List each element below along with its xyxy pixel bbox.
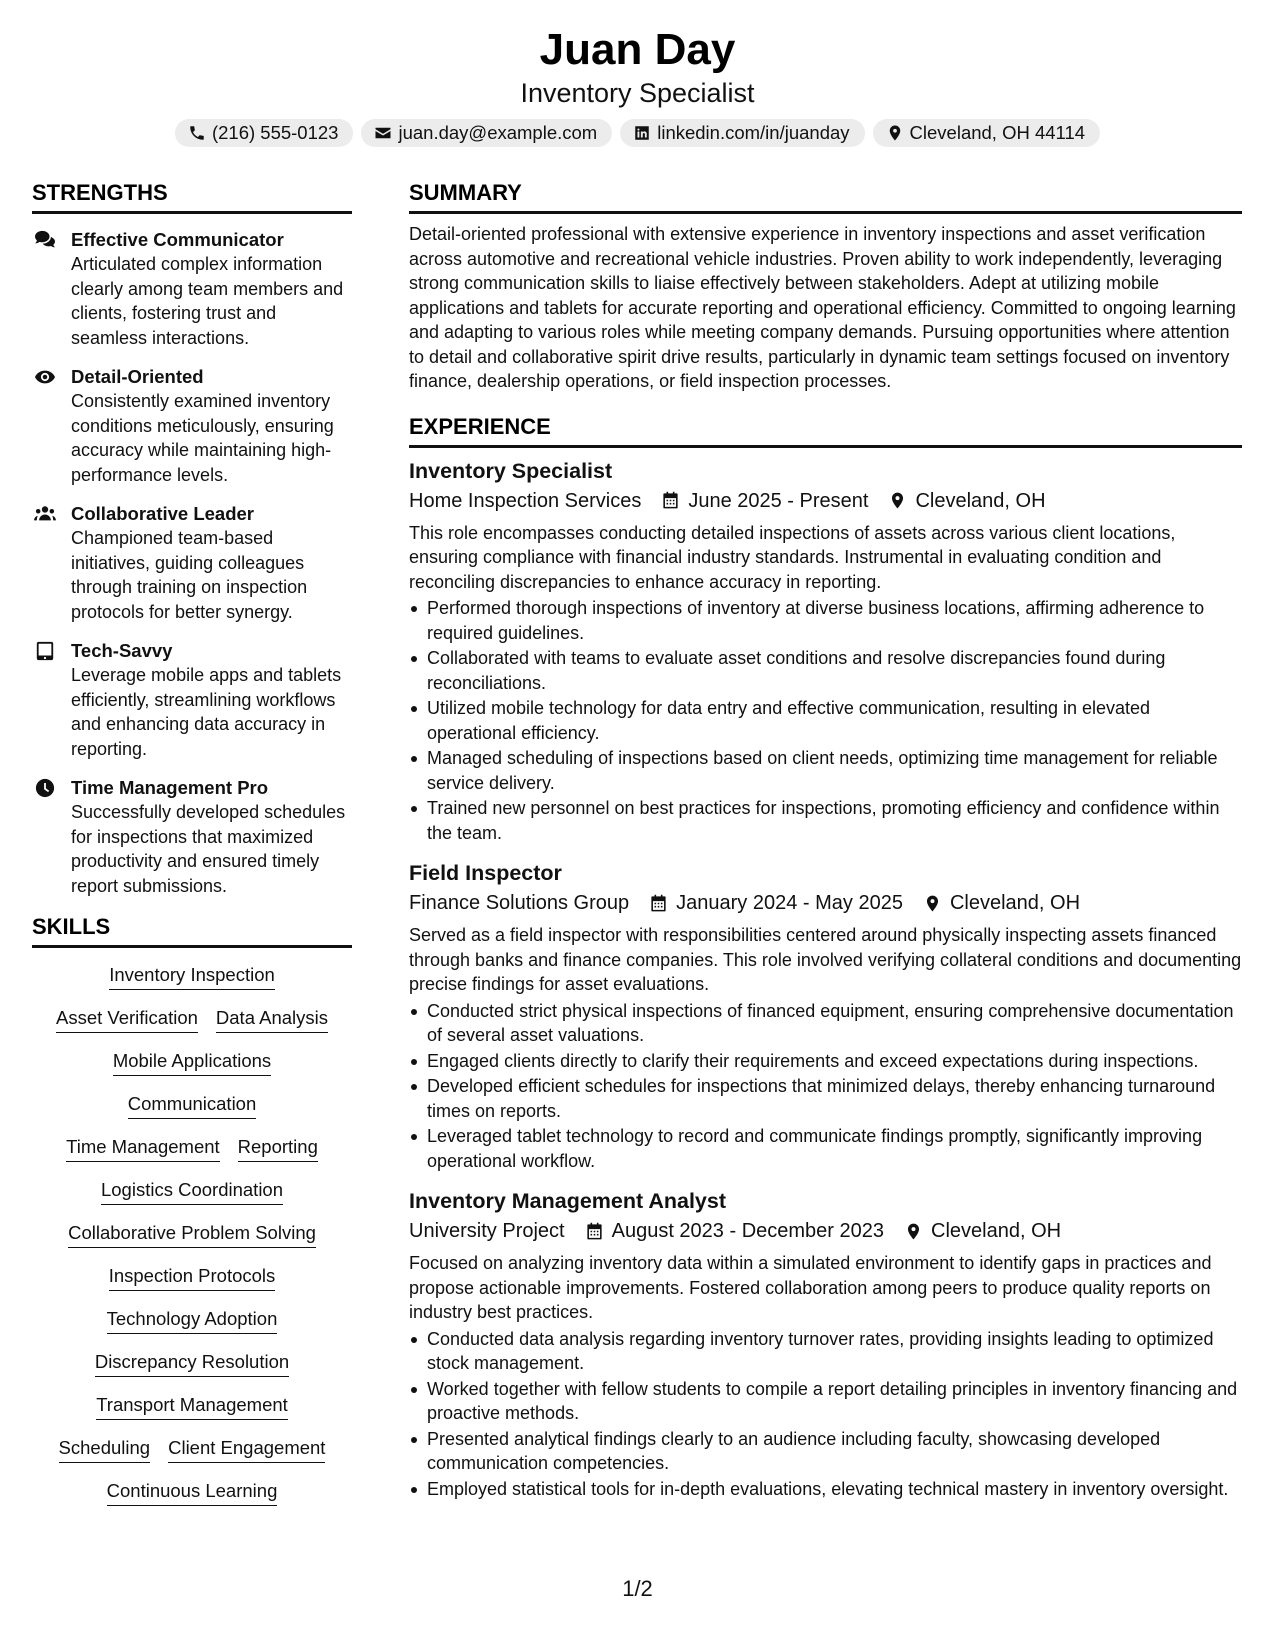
job-bullets bbox=[409, 1327, 1242, 1502]
skill-tag: Technology Adoption bbox=[107, 1308, 278, 1334]
job-bullets bbox=[409, 999, 1242, 1174]
skill-tag: Reporting bbox=[238, 1136, 318, 1162]
job-meta bbox=[409, 1217, 1242, 1245]
strength-item bbox=[32, 227, 352, 350]
page-number: 1/2 bbox=[622, 1576, 653, 1601]
strength-item bbox=[32, 501, 352, 624]
job-title: Inventory Specialist bbox=[409, 458, 613, 483]
map-pin-icon bbox=[888, 491, 907, 510]
skills-list bbox=[32, 964, 352, 1506]
clock-icon bbox=[34, 778, 56, 798]
job-location: Cleveland, OH bbox=[931, 1220, 1062, 1242]
skill-tag: Logistics Coordination bbox=[101, 1179, 283, 1205]
job-bullet: Leveraged tablet technology to record and communicate findings promptly, significantly improving operational workflow. bbox=[409, 1124, 1242, 1173]
job-location: Cleveland, OH bbox=[949, 892, 1081, 914]
experience-heading: EXPERIENCE bbox=[409, 412, 1242, 448]
right-column bbox=[409, 178, 1242, 1502]
job-dates: January 2024 - May 2025 bbox=[676, 892, 903, 914]
tablet-icon bbox=[34, 641, 56, 661]
calendar-icon bbox=[649, 894, 668, 913]
strength-title: Tech-Savvy bbox=[71, 640, 173, 661]
job-entry bbox=[409, 859, 1242, 1173]
job-bullet: Conducted strict physical inspections of financed equipment, ensuring comprehensive documentation of several asset valuations. bbox=[409, 999, 1242, 1048]
skill-tag: Communication bbox=[128, 1093, 257, 1119]
comments-icon bbox=[34, 230, 56, 250]
resume-header bbox=[0, 24, 1275, 147]
strengths-section bbox=[32, 178, 352, 898]
job-bullets bbox=[409, 596, 1242, 845]
strength-item bbox=[32, 364, 352, 487]
skill-tag: Continuous Learning bbox=[107, 1480, 278, 1506]
strength-item bbox=[32, 638, 352, 761]
job-bullet: Collaborated with teams to evaluate asset conditions and resolve discrepancies found during reconciliations. bbox=[409, 646, 1242, 695]
left-column bbox=[32, 178, 352, 1506]
skills-section bbox=[32, 912, 352, 1506]
linkedin-icon bbox=[633, 124, 651, 142]
job-bullet: Employed statistical tools for in-depth evaluations, elevating technical mastery in inventory oversight. bbox=[409, 1477, 1242, 1502]
skill-tag: Inventory Inspection bbox=[109, 964, 275, 990]
calendar-icon bbox=[585, 1222, 604, 1241]
skill-tag: Time Management bbox=[66, 1136, 220, 1162]
users-icon bbox=[34, 504, 56, 524]
job-company: Home Inspection Services bbox=[409, 489, 642, 512]
job-description: This role encompasses conducting detailed inspections of assets across various client locations, ensuring compliance with financial industry standards. Instrumental in evaluating condition and reconciling discrepancies to enhance accuracy in reporting. bbox=[409, 522, 1176, 592]
map-pin-icon bbox=[904, 1222, 923, 1241]
contact-linkedin[interactable] bbox=[620, 119, 864, 147]
summary-text: Detail-oriented professional with extensive experience in inventory inspections and asset verification across automotive and recreational vehicle industries. Proven ability to work independently, leveraging strong communication skills to liaise effectively between stakeholders. Adept at utilizing mobile applications and tablets for accurate reporting and operational efficiency. Committed to ongoing learning and adapting to various roles while meeting company demands. Pursuing opportunities where attention to detail and collaborative spirit drive results, particularly in dynamic team settings focused on inventory finance, dealership operations, or field inspection processes. bbox=[409, 224, 1236, 391]
contact-text: (216) 555-0123 bbox=[211, 122, 339, 143]
job-bullet: Engaged clients directly to clarify their requirements and exceed expectations during inspections. bbox=[409, 1049, 1242, 1074]
job-bullet: Presented analytical findings clearly to an audience including faculty, showcasing developed communication competencies. bbox=[409, 1427, 1242, 1476]
job-bullet: Utilized mobile technology for data entry and effective communication, resulting in elevated operational efficiency. bbox=[409, 696, 1242, 745]
job-company: University Project bbox=[409, 1220, 565, 1242]
job-entry bbox=[409, 1187, 1242, 1501]
skill-tag: Scheduling bbox=[59, 1437, 151, 1463]
job-meta bbox=[409, 487, 1242, 515]
job-entry bbox=[409, 457, 1242, 846]
candidate-title: Inventory Specialist bbox=[520, 78, 755, 108]
skill-tag: Client Engagement bbox=[168, 1437, 325, 1463]
skill-tag: Data Analysis bbox=[216, 1007, 328, 1033]
strength-desc: Successfully developed schedules for inspections that maximized productivity and ensured timely report submissions. bbox=[71, 802, 346, 896]
candidate-name: Juan Day bbox=[539, 25, 736, 74]
skill-tag: Transport Management bbox=[96, 1394, 288, 1420]
strength-desc: Consistently examined inventory conditions meticulously, ensuring accuracy while maintaining high-performance levels. bbox=[71, 391, 334, 485]
strength-title: Effective Communicator bbox=[71, 229, 284, 250]
job-location: Cleveland, OH bbox=[915, 489, 1046, 512]
skill-tag: Inspection Protocols bbox=[109, 1265, 276, 1291]
skill-tag: Mobile Applications bbox=[113, 1050, 271, 1076]
job-meta bbox=[409, 889, 1242, 917]
strength-desc: Championed team-based initiatives, guiding colleagues through training on inspection protocols for better synergy. bbox=[71, 528, 308, 622]
strength-desc: Articulated complex information clearly among team members and clients, fostering trust and seamless interactions. bbox=[71, 254, 344, 348]
strength-item bbox=[32, 775, 352, 898]
strength-desc: Leverage mobile apps and tablets efficiently, streamlining workflows and enhancing data accuracy in reporting. bbox=[71, 665, 342, 759]
contact-text: juan.day@example.com bbox=[398, 122, 598, 143]
contact-phone[interactable] bbox=[175, 119, 354, 147]
map-pin-icon bbox=[886, 124, 904, 142]
strength-title: Collaborative Leader bbox=[71, 503, 255, 524]
experience-section bbox=[409, 412, 1242, 1502]
phone-icon bbox=[188, 124, 206, 142]
job-dates: August 2023 - December 2023 bbox=[611, 1220, 885, 1242]
skill-tag: Asset Verification bbox=[56, 1007, 198, 1033]
job-title: Inventory Management Analyst bbox=[409, 1189, 726, 1213]
strength-title: Detail-Oriented bbox=[71, 366, 204, 387]
job-dates: June 2025 - Present bbox=[688, 489, 869, 512]
job-bullet: Developed efficient schedules for inspections that minimized delays, thereby enhancing turnaround times on reports. bbox=[409, 1074, 1242, 1123]
job-bullet: Managed scheduling of inspections based on client needs, optimizing time management for reliable service delivery. bbox=[409, 746, 1242, 795]
job-bullet: Trained new personnel on best practices for inspections, promoting efficiency and confidence within the team. bbox=[409, 796, 1242, 845]
contact-email[interactable] bbox=[361, 119, 612, 147]
job-company: Finance Solutions Group bbox=[409, 892, 630, 914]
contact-text: linkedin.com/in/juanday bbox=[657, 122, 850, 143]
job-bullet: Conducted data analysis regarding inventory turnover rates, providing insights leading to optimized stock management. bbox=[409, 1327, 1242, 1376]
eye-icon bbox=[34, 367, 56, 387]
job-bullet: Worked together with fellow students to compile a report detailing principles in inventory financing and proactive methods. bbox=[409, 1377, 1242, 1426]
strengths-heading: STRENGTHS bbox=[32, 178, 352, 214]
summary-section bbox=[409, 178, 1242, 394]
contact-location bbox=[873, 119, 1101, 147]
job-title: Field Inspector bbox=[409, 861, 562, 885]
envelope-icon bbox=[374, 124, 392, 142]
job-description: Focused on analyzing inventory data within a simulated environment to identify gaps in practices and propose actionable improvements. Fostered collaboration among peers to produce quality reports on industry best practices. bbox=[409, 1253, 1212, 1322]
strength-title: Time Management Pro bbox=[71, 777, 269, 798]
skills-heading: SKILLS bbox=[32, 912, 352, 948]
job-description: Served as a field inspector with responsibilities centered around physically inspecting assets financed through banks and finance companies. This role involved verifying collateral conditions and documenting precise findings for asset evaluations. bbox=[409, 925, 1242, 994]
summary-heading: SUMMARY bbox=[409, 178, 1242, 214]
calendar-icon bbox=[661, 491, 680, 510]
job-bullet: Performed thorough inspections of inventory at diverse business locations, affirming adherence to required guidelines. bbox=[409, 596, 1242, 645]
skill-tag: Discrepancy Resolution bbox=[95, 1351, 289, 1377]
skill-tag: Collaborative Problem Solving bbox=[68, 1222, 316, 1248]
map-pin-icon bbox=[923, 894, 942, 913]
contact-bar bbox=[0, 119, 1275, 147]
contact-text: Cleveland, OH 44114 bbox=[909, 122, 1086, 143]
